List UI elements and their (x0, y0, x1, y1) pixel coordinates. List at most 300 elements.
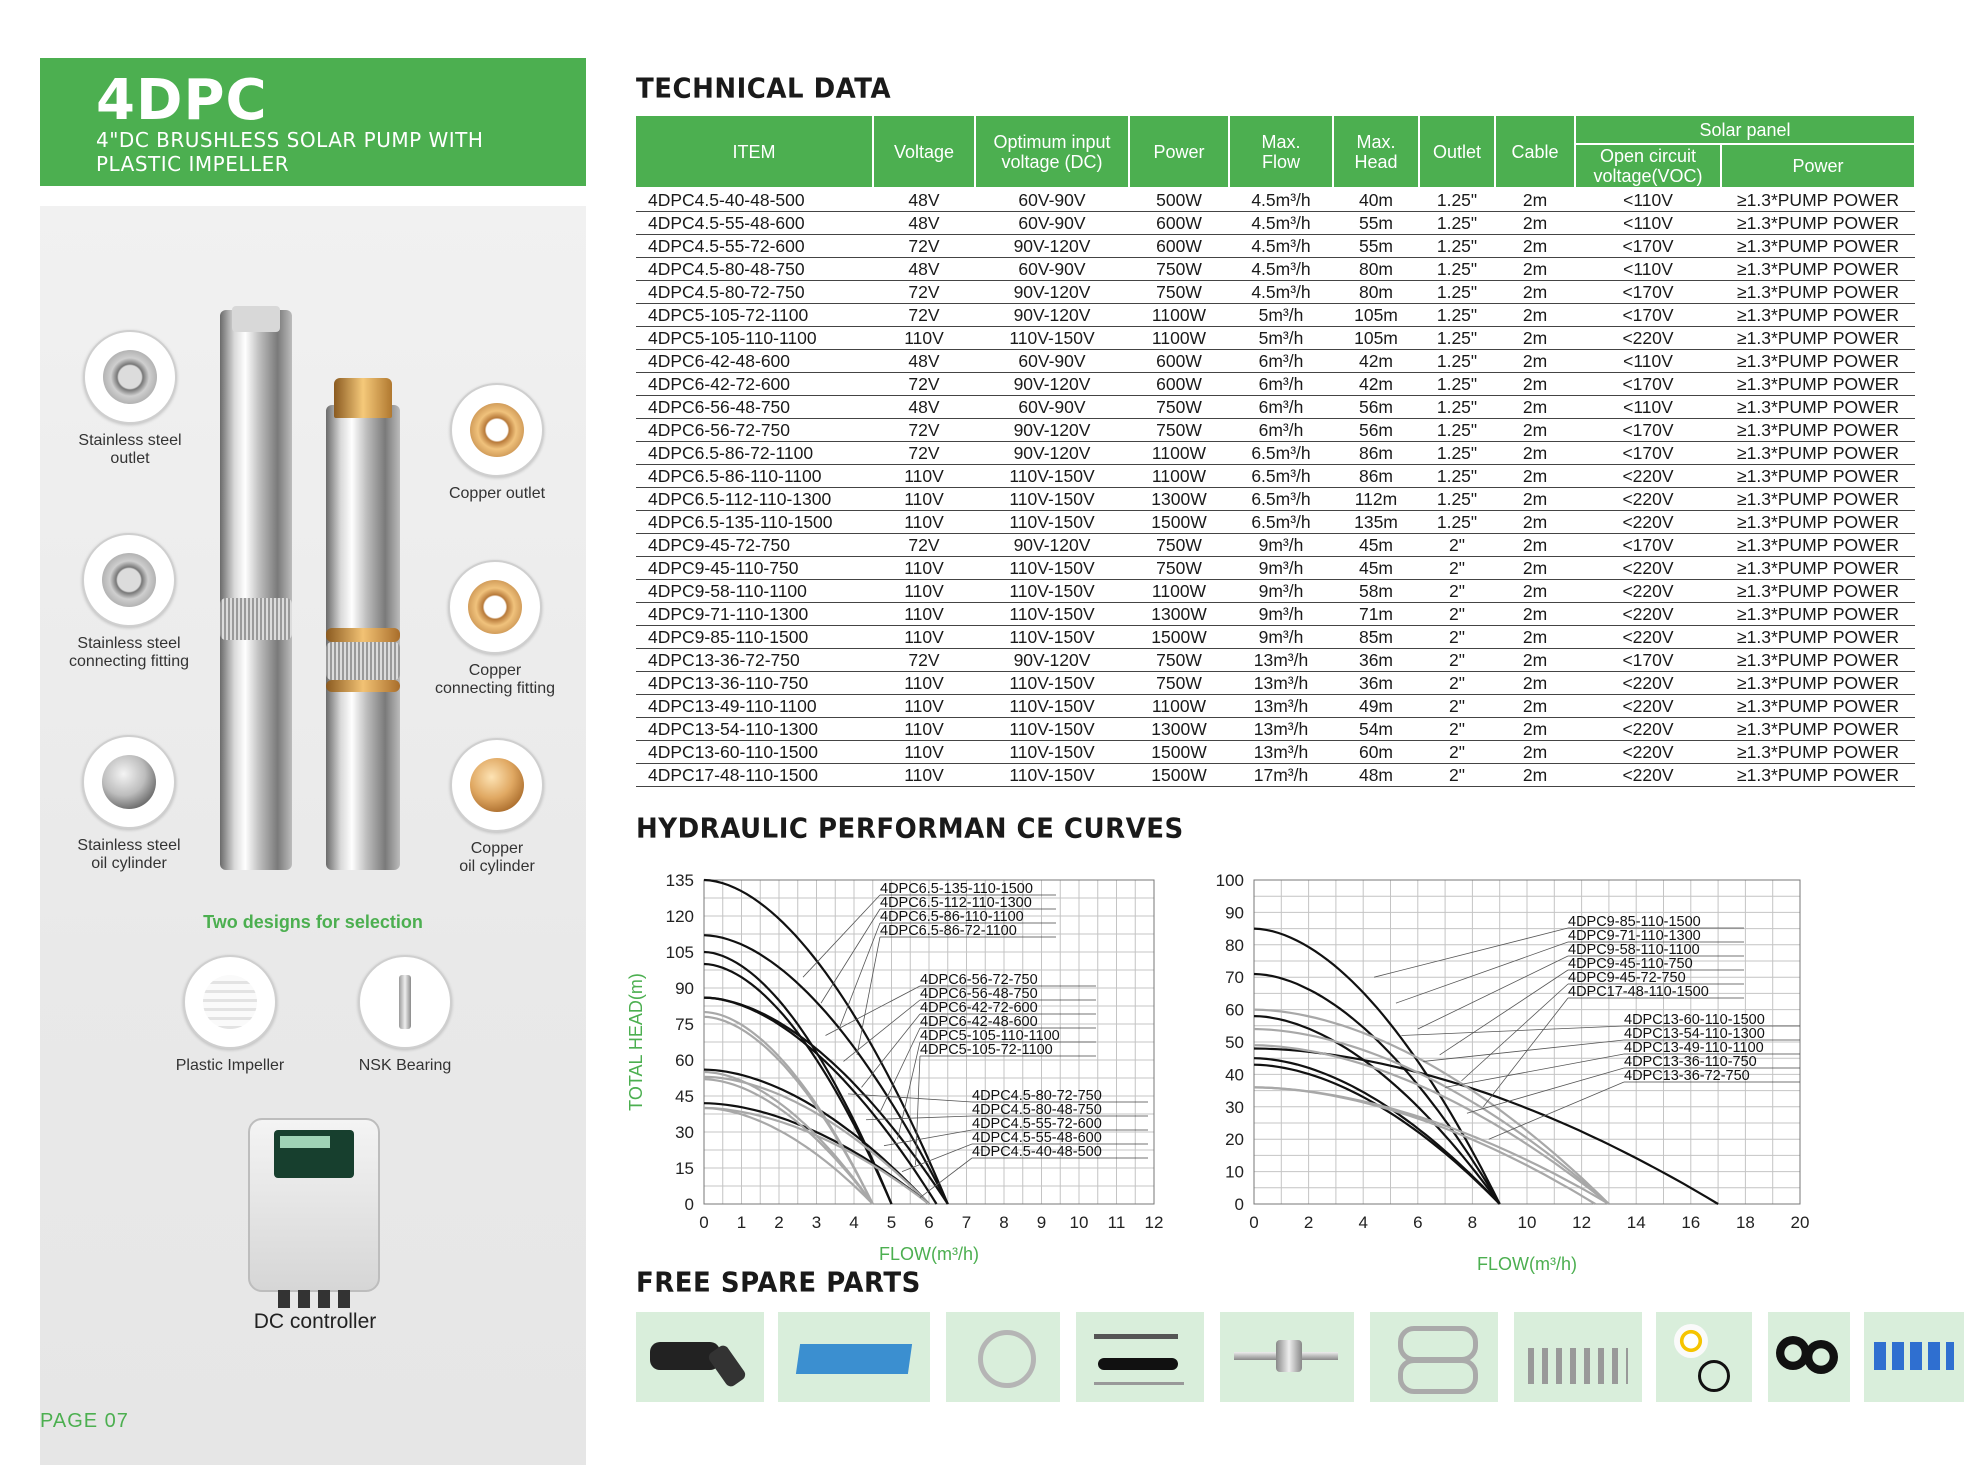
table-cell: 2m (1495, 741, 1575, 764)
table-cell: 750W (1129, 649, 1229, 672)
controller-label: DC controller (253, 1310, 377, 1333)
table-cell: 60V-90V (975, 396, 1129, 419)
curve-label: 4DPC6-42-48-600 (920, 1014, 1038, 1030)
x-tick-label: 8 (999, 1213, 1009, 1232)
curves-title: HYDRAULIC PERFORMAN CE CURVES (636, 813, 1184, 845)
table-cell: <220V (1575, 672, 1721, 695)
table-cell: 110V-150V (975, 488, 1129, 511)
table-cell: <220V (1575, 764, 1721, 787)
table-cell: 4DPC4.5-55-48-600 (636, 212, 873, 235)
controller-screen (280, 1136, 330, 1148)
table-cell: <170V (1575, 534, 1721, 557)
model-banner (40, 58, 586, 186)
screws-icon (1514, 1312, 1642, 1402)
table-cell: 1.25" (1419, 373, 1495, 396)
table-row (636, 235, 1915, 258)
table-row (636, 534, 1915, 557)
table-cell: <220V (1575, 741, 1721, 764)
table-cell: 2m (1495, 695, 1575, 718)
y-tick-label: 135 (665, 871, 694, 890)
y-tick-label: 15 (675, 1159, 694, 1178)
col-header-max-flow (1229, 116, 1333, 188)
table-cell: 2" (1419, 603, 1495, 626)
nsk-bearing (340, 955, 470, 1075)
table-cell: 55m (1333, 212, 1419, 235)
table-cell: 60V-90V (975, 258, 1129, 281)
table-cell: 500W (1129, 188, 1229, 212)
col-header-max-head (1333, 116, 1419, 188)
table-cell: ≥1.3*PUMP POWER (1721, 488, 1915, 511)
table-cell: 13m³/h (1229, 672, 1333, 695)
part-label: Copper outlet (448, 485, 546, 502)
x-tick-label: 12 (1572, 1213, 1592, 1232)
table-cell: 2m (1495, 580, 1575, 603)
table-row (636, 626, 1915, 649)
copper-band (326, 680, 400, 692)
table-cell: <170V (1575, 304, 1721, 327)
table-cell: <220V (1575, 718, 1721, 741)
technical-data-title: TECHNICAL DATA (636, 73, 892, 105)
spare-parts-row (636, 1312, 1915, 1402)
x-axis-label: FLOW(m³/h) (879, 1244, 979, 1264)
subtitle-line-1: 4"DC BRUSHLESS SOLAR PUMP WITH (96, 128, 484, 152)
table-cell: 110V (873, 511, 975, 534)
table-cell: 49m (1333, 695, 1419, 718)
table-cell: 2m (1495, 488, 1575, 511)
table-row (636, 442, 1915, 465)
col-header-cable: Cable (1495, 116, 1575, 188)
table-cell: ≥1.3*PUMP POWER (1721, 258, 1915, 281)
x-tick-label: 0 (1249, 1213, 1259, 1232)
table-cell: 1.25" (1419, 281, 1495, 304)
y-tick-label: 105 (665, 943, 694, 962)
table-cell: 110V-150V (975, 511, 1129, 534)
stainless-pump-image (220, 310, 292, 870)
screws-shape (1528, 1348, 1628, 1384)
curve-label: 4DPC13-49-110-1100 (1624, 1040, 1764, 1056)
table-cell: 2m (1495, 764, 1575, 787)
x-tick-label: 11 (1107, 1213, 1126, 1232)
table-cell: 5m³/h (1229, 327, 1333, 350)
plastic-impeller (160, 955, 300, 1075)
table-cell: 4DPC9-45-110-750 (636, 557, 873, 580)
table-cell: 110V-150V (975, 603, 1129, 626)
table-row (636, 465, 1915, 488)
table-row (636, 695, 1915, 718)
screwdriver (1098, 1358, 1178, 1370)
leader-line (866, 1116, 972, 1120)
table-cell: <220V (1575, 327, 1721, 350)
table-row (636, 718, 1915, 741)
table-cell: 110V-150V (975, 626, 1129, 649)
table-cell: 55m (1333, 235, 1419, 258)
y-tick-label: 0 (684, 1195, 694, 1214)
carabiner-icon (1370, 1312, 1498, 1402)
table-cell: 58m (1333, 580, 1419, 603)
table-cell: ≥1.3*PUMP POWER (1721, 603, 1915, 626)
table-row (636, 258, 1915, 281)
table-cell: 80m (1333, 281, 1419, 304)
table-cell: <170V (1575, 373, 1721, 396)
curve-label: 4DPC9-71-110-1300 (1568, 928, 1701, 944)
table-cell: ≥1.3*PUMP POWER (1721, 327, 1915, 350)
table-cell: 4.5m³/h (1229, 212, 1333, 235)
technical-data-table (636, 116, 1916, 787)
subtitle-line-2: PLASTIC IMPELLER (96, 152, 290, 176)
x-tick-label: 5 (886, 1213, 897, 1232)
y-tick-label: 90 (675, 979, 694, 998)
col-header-item: ITEM (636, 116, 873, 188)
table-cell: 48V (873, 350, 975, 373)
copper-cylinder-icon (450, 738, 544, 832)
bearing-icon (358, 955, 452, 1049)
table-cell: 2m (1495, 626, 1575, 649)
y-tick-label: 30 (1225, 1097, 1244, 1117)
table-cell: 40m (1333, 188, 1419, 212)
table-cell: <110V (1575, 350, 1721, 373)
part-label: connecting fitting (434, 680, 556, 697)
table-cell: ≥1.3*PUMP POWER (1721, 557, 1915, 580)
curve-label: 4DPC6-56-72-750 (920, 972, 1038, 988)
table-cell: 6m³/h (1229, 419, 1333, 442)
table-cell: 72V (873, 649, 975, 672)
table-cell: <220V (1575, 557, 1721, 580)
table-cell: 9m³/h (1229, 626, 1333, 649)
curve-label: 4DPC4.5-40-48-500 (972, 1144, 1102, 1160)
table-cell: 9m³/h (1229, 534, 1333, 557)
copper-cylinder (432, 738, 562, 876)
table-row (636, 188, 1915, 212)
table-cell: ≥1.3*PUMP POWER (1721, 281, 1915, 304)
table-cell: 110V (873, 695, 975, 718)
table-cell: 2m (1495, 235, 1575, 258)
table-cell: 600W (1129, 350, 1229, 373)
table-cell: 1.25" (1419, 419, 1495, 442)
table-cell: 72V (873, 534, 975, 557)
table-cell: 1500W (1129, 764, 1229, 787)
x-tick-label: 18 (1735, 1213, 1755, 1232)
table-cell: 105m (1333, 304, 1419, 327)
x-tick-label: 3 (811, 1213, 822, 1232)
table-cell: 1.25" (1419, 442, 1495, 465)
table-cell: 2m (1495, 718, 1575, 741)
table-cell: <220V (1575, 511, 1721, 534)
table-cell: 6.5m³/h (1229, 488, 1333, 511)
curve-label: 4DPC6.5-135-110-1500 (880, 881, 1033, 897)
table-cell: 6m³/h (1229, 396, 1333, 419)
table-cell: 86m (1333, 442, 1419, 465)
y-tick-label: 0 (1234, 1195, 1244, 1214)
table-cell: 1500W (1129, 626, 1229, 649)
curve-label: 4DPC5-105-72-1100 (920, 1042, 1053, 1058)
table-cell: 1.25" (1419, 350, 1495, 373)
y-tick-label: 120 (665, 907, 694, 926)
table-cell: <110V (1575, 212, 1721, 235)
page-number: PAGE 07 (40, 1410, 129, 1432)
pump-intake-mesh (220, 598, 292, 640)
table-row (636, 373, 1915, 396)
curve-label: 4DPC17-48-110-1500 (1568, 984, 1709, 1000)
table-cell: 2m (1495, 304, 1575, 327)
col-header-voc (1575, 144, 1721, 188)
wire-connectors-icon (1864, 1312, 1964, 1402)
table-cell: <110V (1575, 188, 1721, 212)
table-cell: 2m (1495, 258, 1575, 281)
performance-curve (1254, 929, 1500, 1204)
table-cell: 2m (1495, 557, 1575, 580)
table-cell: 2" (1419, 695, 1495, 718)
table-cell: 4.5m³/h (1229, 235, 1333, 258)
y-tick-label: 45 (675, 1087, 694, 1106)
table-cell: 1.25" (1419, 465, 1495, 488)
table-cell: 6m³/h (1229, 350, 1333, 373)
table-cell: 13m³/h (1229, 741, 1333, 764)
table-cell: <220V (1575, 695, 1721, 718)
table-cell: ≥1.3*PUMP POWER (1721, 350, 1915, 373)
header-line: voltage (DC) (1001, 151, 1103, 172)
y-tick-label: 60 (675, 1051, 694, 1070)
part-label: NSK Bearing (358, 1057, 452, 1074)
table-row (636, 764, 1915, 787)
table-cell: 5m³/h (1229, 304, 1333, 327)
table-cell: 42m (1333, 350, 1419, 373)
carabiner-shape (1398, 1358, 1478, 1394)
table-cell: 2" (1419, 672, 1495, 695)
y-tick-label: 80 (1225, 935, 1244, 955)
table-cell: 2m (1495, 511, 1575, 534)
part-label: Copper (468, 662, 522, 679)
table-cell: 110V-150V (975, 557, 1129, 580)
impeller-icon (183, 955, 277, 1049)
table-cell: 2m (1495, 419, 1575, 442)
table-cell: 4DPC13-49-110-1100 (636, 695, 873, 718)
table-row (636, 649, 1915, 672)
model-title: 4DPC (96, 68, 268, 133)
table-cell: 72V (873, 281, 975, 304)
table-row (636, 212, 1915, 235)
x-tick-label: 2 (774, 1213, 784, 1232)
table-cell: 750W (1129, 672, 1229, 695)
col-header-power: Power (1129, 116, 1229, 188)
table-cell: 600W (1129, 373, 1229, 396)
cable-joint-shape (707, 1343, 748, 1388)
curve-label: 4DPC4.5-55-48-600 (972, 1130, 1102, 1146)
screwdriver-tip (1094, 1382, 1184, 1385)
table-cell: ≥1.3*PUMP POWER (1721, 235, 1915, 258)
table-row (636, 281, 1915, 304)
table-cell: 48V (873, 188, 975, 212)
table-cell: 4DPC4.5-40-48-500 (636, 188, 873, 212)
table-cell: <220V (1575, 580, 1721, 603)
table-cell: 71m (1333, 603, 1419, 626)
table-cell: 2m (1495, 603, 1575, 626)
table-cell: 4DPC6.5-112-110-1300 (636, 488, 873, 511)
stainless-fitting-icon (82, 533, 176, 627)
x-tick-label: 10 (1517, 1213, 1537, 1232)
x-tick-label: 1 (736, 1213, 747, 1232)
table-cell: 72V (873, 373, 975, 396)
part-label: oil cylinder (459, 858, 535, 875)
table-cell: 1500W (1129, 741, 1229, 764)
table-cell: <170V (1575, 649, 1721, 672)
table-cell: 2m (1495, 281, 1575, 304)
table-cell: 4DPC6-42-72-600 (636, 373, 873, 396)
pump-cap (232, 306, 280, 332)
table-cell: 86m (1333, 465, 1419, 488)
table-cell: 48V (873, 212, 975, 235)
table-cell: 1.25" (1419, 235, 1495, 258)
table-cell: 2" (1419, 741, 1495, 764)
table-cell: ≥1.3*PUMP POWER (1721, 188, 1915, 212)
col-header-solar-panel: Solar panel (1575, 116, 1915, 144)
x-tick-label: 4 (1358, 1213, 1368, 1232)
leader-line (803, 895, 880, 977)
stainless-cylinder-icon (82, 735, 176, 829)
table-cell: 110V (873, 327, 975, 350)
table-cell: 90V-120V (975, 442, 1129, 465)
table-cell: ≥1.3*PUMP POWER (1721, 212, 1915, 235)
table-cell: ≥1.3*PUMP POWER (1721, 465, 1915, 488)
leader-line (1396, 942, 1568, 1003)
x-tick-label: 12 (1144, 1213, 1164, 1232)
table-cell: 2m (1495, 350, 1575, 373)
table-cell: 4DPC6-56-72-750 (636, 419, 873, 442)
table-cell: 110V-150V (975, 580, 1129, 603)
table-cell: 4DPC9-85-110-1500 (636, 626, 873, 649)
table-cell: ≥1.3*PUMP POWER (1721, 649, 1915, 672)
table-cell: 2m (1495, 212, 1575, 235)
y-tick-label: 100 (1215, 871, 1244, 890)
table-cell: ≥1.3*PUMP POWER (1721, 580, 1915, 603)
curve-label: 4DPC4.5-80-72-750 (972, 1088, 1102, 1104)
leader-line (857, 937, 880, 1055)
table-cell: 2" (1419, 534, 1495, 557)
part-label: oil cylinder (91, 855, 167, 872)
performance-curve (1254, 1087, 1609, 1204)
copper-band (326, 628, 400, 642)
curve-label: 4DPC9-58-110-1100 (1568, 942, 1700, 958)
table-cell: 9m³/h (1229, 557, 1333, 580)
table-cell: 110V (873, 626, 975, 649)
table-cell: 110V-150V (975, 327, 1129, 350)
connectors-shape (1874, 1342, 1954, 1370)
x-tick-label: 7 (961, 1213, 972, 1232)
technical-data-rows (636, 188, 1915, 787)
table-cell: 36m (1333, 649, 1419, 672)
carabiner-shape (1398, 1326, 1478, 1362)
x-tick-label: 9 (1036, 1213, 1047, 1232)
performance-curve (1254, 1029, 1609, 1204)
table-row (636, 741, 1915, 764)
copper-outlet-top (334, 378, 392, 418)
table-cell: 6m³/h (1229, 373, 1333, 396)
table-cell: 110V-150V (975, 718, 1129, 741)
curve-label: 4DPC9-45-110-750 (1568, 956, 1693, 972)
table-cell: 4.5m³/h (1229, 188, 1333, 212)
table-cell: 2m (1495, 396, 1575, 419)
table-cell: ≥1.3*PUMP POWER (1721, 718, 1915, 741)
table-cell: 2" (1419, 580, 1495, 603)
y-tick-label: 75 (675, 1015, 694, 1034)
part-label: Stainless steel (77, 837, 181, 854)
heat-shrink-tube-icon (778, 1312, 930, 1402)
y-tick-label: 10 (1225, 1162, 1244, 1182)
tape-roll (1674, 1324, 1708, 1358)
table-cell: 110V (873, 741, 975, 764)
table-cell: 13m³/h (1229, 718, 1333, 741)
table-row (636, 511, 1915, 534)
model-subtitle (96, 128, 516, 176)
curve-label: 4DPC13-36-72-750 (1624, 1068, 1750, 1084)
table-cell: 1100W (1129, 442, 1229, 465)
x-tick-label: 14 (1626, 1213, 1646, 1232)
table-cell: 600W (1129, 235, 1229, 258)
table-cell: <110V (1575, 258, 1721, 281)
x-tick-label: 16 (1681, 1213, 1701, 1232)
table-cell: ≥1.3*PUMP POWER (1721, 511, 1915, 534)
table-cell: 72V (873, 419, 975, 442)
wrench-icon (1076, 1312, 1204, 1402)
table-row (636, 396, 1915, 419)
stainless-outlet-icon (83, 330, 177, 424)
table-cell: 2" (1419, 557, 1495, 580)
table-cell: 90V-120V (975, 373, 1129, 396)
table-cell: 110V (873, 465, 975, 488)
table-cell: 17m³/h (1229, 764, 1333, 787)
table-cell: 1300W (1129, 718, 1229, 741)
table-row (636, 350, 1915, 373)
x-tick-label: 2 (1303, 1213, 1314, 1232)
table-cell: <170V (1575, 281, 1721, 304)
table-cell: 1100W (1129, 580, 1229, 603)
table-cell: 2m (1495, 534, 1575, 557)
table-cell: 1100W (1129, 695, 1229, 718)
stainless-steel-outlet (70, 330, 190, 468)
x-tick-label: 20 (1790, 1213, 1810, 1232)
leader-line (862, 1014, 921, 1087)
table-cell: 4DPC4.5-80-48-750 (636, 258, 873, 281)
table-cell: ≥1.3*PUMP POWER (1721, 626, 1915, 649)
tape-roll (1804, 1340, 1838, 1374)
table-cell: 110V (873, 557, 975, 580)
table-cell: 60V-90V (975, 350, 1129, 373)
table-cell: 2m (1495, 442, 1575, 465)
table-cell: <170V (1575, 442, 1721, 465)
table-cell: 72V (873, 235, 975, 258)
table-cell: 1.25" (1419, 488, 1495, 511)
table-cell: 110V-150V (975, 672, 1129, 695)
col-header-solar-power: Power (1721, 144, 1915, 188)
table-cell: 4.5m³/h (1229, 258, 1333, 281)
table-cell: 45m (1333, 534, 1419, 557)
leader-line (839, 923, 880, 1029)
table-cell: 1.25" (1419, 511, 1495, 534)
table-cell: 1100W (1129, 465, 1229, 488)
table-cell: 4DPC6.5-86-110-1100 (636, 465, 873, 488)
part-label: Plastic Impeller (175, 1057, 285, 1074)
table-cell: 2m (1495, 327, 1575, 350)
table-cell: 4DPC13-36-110-750 (636, 672, 873, 695)
table-cell: 2" (1419, 649, 1495, 672)
table-cell: 1100W (1129, 327, 1229, 350)
table-cell: 1.25" (1419, 396, 1495, 419)
table-cell: 4DPC9-45-72-750 (636, 534, 873, 557)
curve-label: 4DPC6-42-72-600 (920, 1000, 1038, 1016)
table-cell: 1.25" (1419, 258, 1495, 281)
table-cell: 750W (1129, 419, 1229, 442)
table-cell: 1.25" (1419, 327, 1495, 350)
header-line: voltage(VOC) (1593, 166, 1703, 186)
